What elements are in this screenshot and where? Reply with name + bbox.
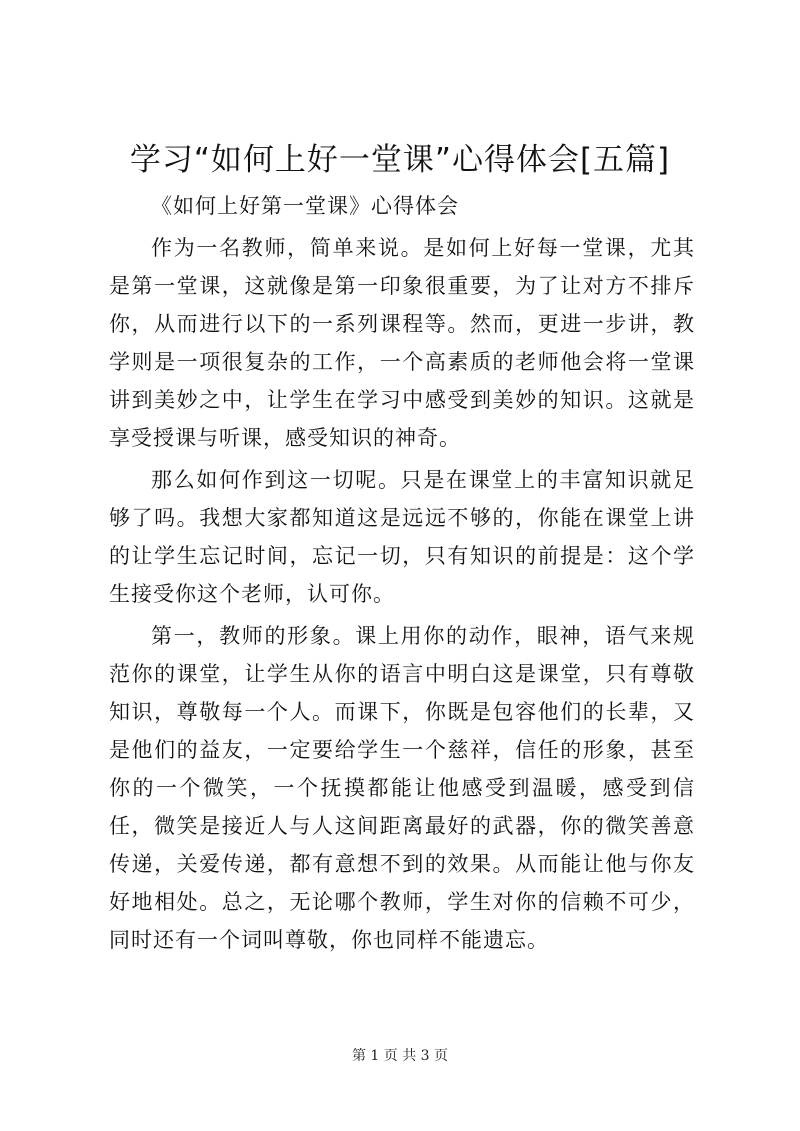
document-body [109, 187, 695, 959]
paragraph-3: 第一，教师的形象。课上用你的动作，眼神，语气来规范你的课堂，让学生从你的语言中明白这是课堂，只有尊敬知识，尊敬每一个人。而课下，你既是包容他们的长辈，又是他们的益友，一定要给学生一个慈祥，信任的形象，甚至你的一个微笑，一个抚摸都能让他感受到温暖，感受到信任，微笑是接近人与人这间距离最好的武器，你的微笑善意传递，关爱传递，都有意想不到的效果。从而能让他与你友好地相处。总之，无论哪个教师，学生对你的信赖不可少，同时还有一个词叫尊敬，你也同样不能遗忘。 [109, 624, 695, 952]
page-footer: 第 1 页 共 3 页 [351, 1048, 449, 1064]
paragraph-1: 作为一名教师，简单来说。是如何上好每一堂课，尤其是第一堂课，这就像是第一印象很重要，为了让对方不排斥你，从而进行以下的一系列课程等。然而，更进一步讲，教学则是一项很复杂的工作，一个高素质的老师他会将一堂课讲到美妙之中，让学生在学习中感受到美妙的知识。这就是享受授课与听课，感受知识的神奇。 [109, 236, 695, 450]
document-title: 学习“如何上好一堂课”心得体会[五篇] [129, 142, 671, 178]
section-subtitle: 《如何上好第一堂课》心得体会 [151, 194, 459, 218]
paragraph-2: 那么如何作到这一切呢。只是在课堂上的丰富知识就足够了吗。我想大家都知道这是远远不够的，你能在课堂上讲的让学生忘记时间，忘记一切，只有知识的前提是：这个学生接受你这个老师，认可你。 [109, 468, 695, 606]
